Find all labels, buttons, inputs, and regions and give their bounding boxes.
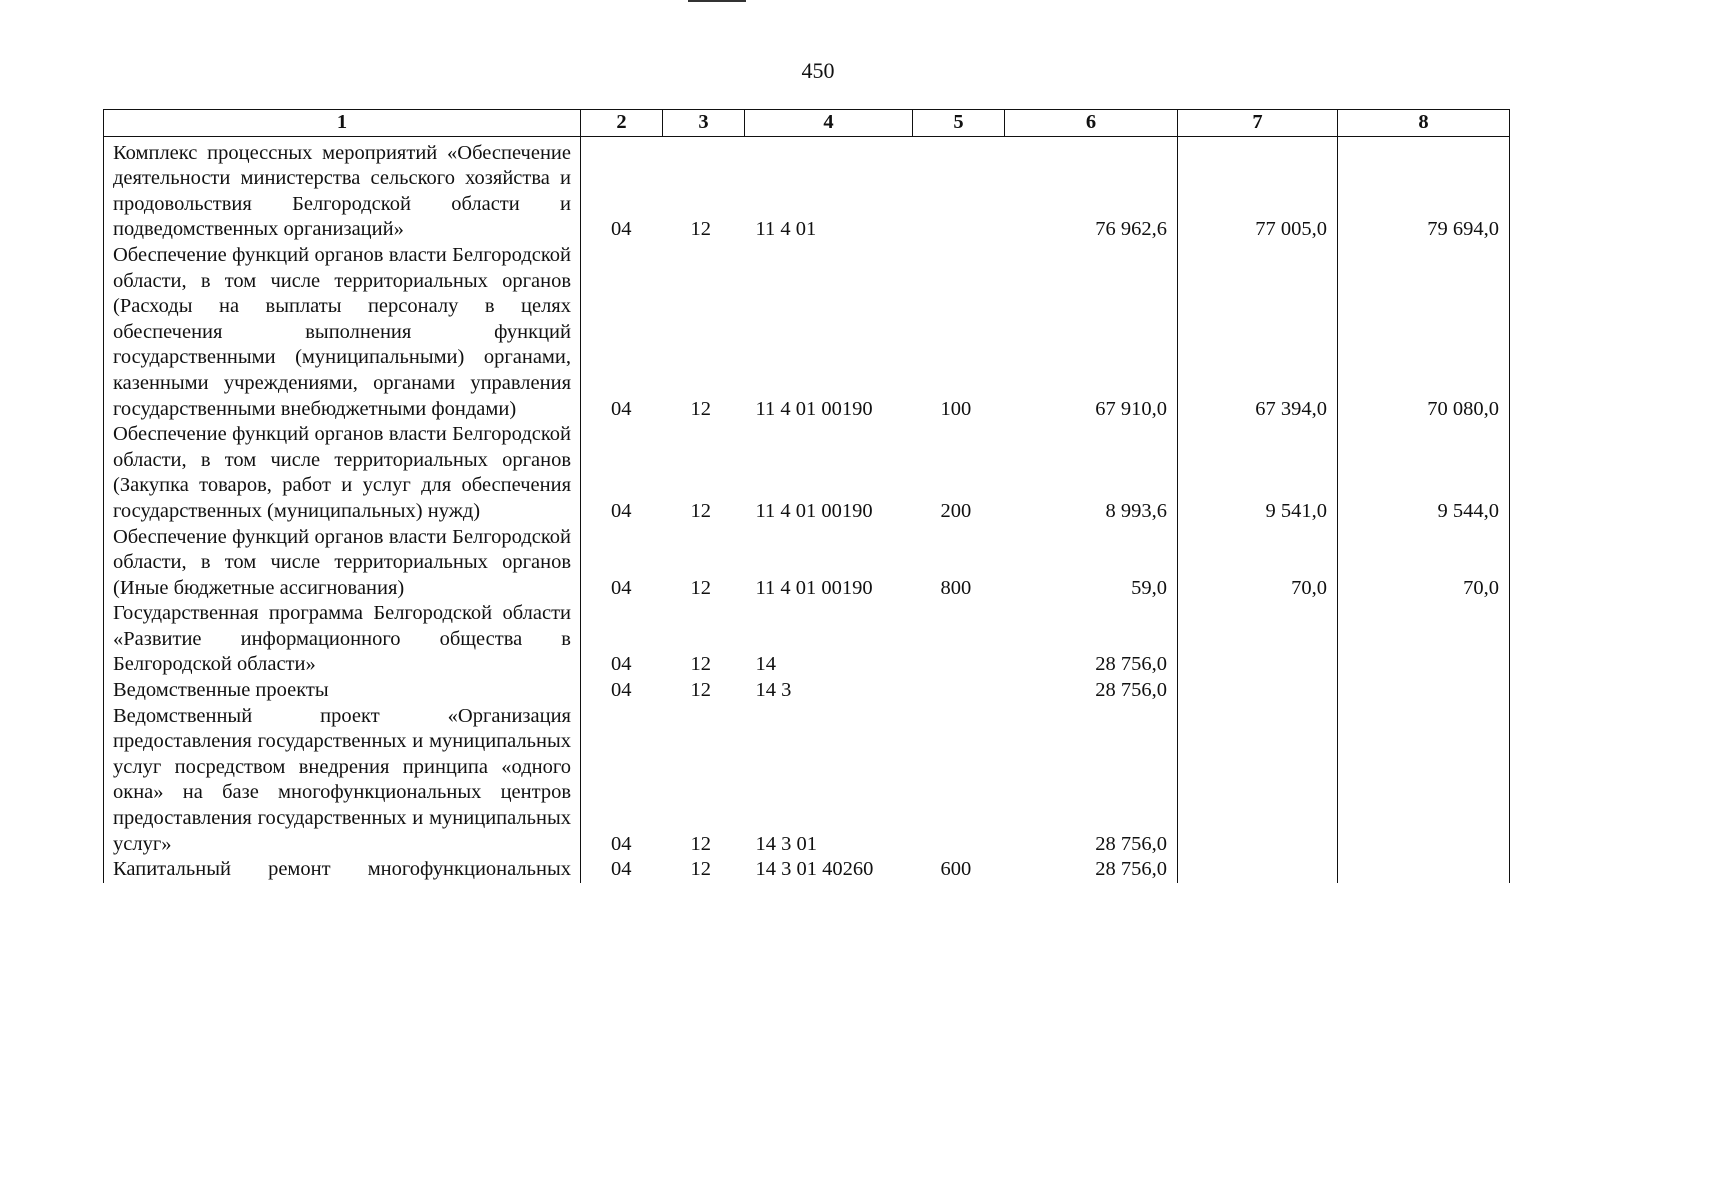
- row-description: Ведомственный проект «Организация предоставления государственных и муниципальных услуг посредством внедрения принципа «одного окна» на базе многофункциональных центров предоставления государственных и муниципальных услуг»: [104, 704, 581, 858]
- row-amount-6: 28 756,0: [1095, 832, 1167, 855]
- header-col-7: 7: [1178, 110, 1338, 137]
- header-col-8: 8: [1338, 110, 1510, 137]
- table-row: [104, 857, 1510, 883]
- row-amount-6: 8 993,6: [1105, 499, 1167, 522]
- row-amount-6: 59,0: [1131, 576, 1167, 599]
- table-row: [104, 422, 1510, 524]
- row-amount-8: [1338, 678, 1510, 704]
- row-target-article: 14 3 01: [755, 832, 817, 855]
- row-expense-type: [913, 704, 1005, 858]
- row-expense-type: [913, 601, 1005, 678]
- row-section: 04: [581, 678, 663, 704]
- table-row: [104, 601, 1510, 678]
- row-description: Ведомственные проекты: [104, 678, 581, 704]
- row-target-article: 14 3: [755, 679, 792, 702]
- row-subsection: 12: [690, 679, 711, 702]
- row-amount-8: 70 080,0: [1338, 243, 1510, 422]
- row-subsection: 12: [690, 397, 711, 420]
- row-section: 04: [581, 243, 663, 422]
- row-section: 04: [581, 857, 663, 883]
- row-expense-type: 100: [940, 397, 972, 420]
- header-col-6: 6: [1005, 110, 1178, 137]
- row-subsection: 12: [690, 858, 711, 881]
- budget-table: [103, 109, 1510, 883]
- top-edge-mark: [688, 0, 746, 2]
- row-amount-6: 28 756,0: [1095, 653, 1167, 676]
- row-amount-6: 28 756,0: [1095, 858, 1167, 881]
- row-target-article: 11 4 01 00190: [755, 397, 873, 420]
- row-target-article: 14 3 01 40260: [755, 858, 874, 881]
- row-expense-type: 600: [940, 858, 972, 881]
- table-row: [104, 704, 1510, 858]
- header-col-4: 4: [745, 110, 913, 137]
- row-amount-6: 28 756,0: [1095, 679, 1167, 702]
- row-amount-8: [1338, 704, 1510, 858]
- table-row: [104, 136, 1510, 243]
- row-section: 04: [581, 525, 663, 602]
- row-expense-type: [913, 136, 1005, 243]
- row-description: Комплекс процессных мероприятий «Обеспечение деятельности министерства сельского хозяйства и продовольствия Белгородской области и подведомственных организаций»: [104, 136, 581, 243]
- header-col-3: 3: [663, 110, 745, 137]
- row-target-article: 11 4 01 00190: [755, 499, 873, 522]
- row-amount-7: [1178, 704, 1338, 858]
- row-amount-7: [1178, 678, 1338, 704]
- row-description: Обеспечение функций органов власти Белгородской области, в том числе территориальных органов (Расходы на выплаты персоналу в целях обеспечения выполнения функций государственными (муниципальными) органами, казенными учреждениями, органами управления государственными внебюджетными фондами): [104, 243, 581, 422]
- row-amount-7: 77 005,0: [1178, 136, 1338, 243]
- row-section: 04: [581, 422, 663, 524]
- row-target-article: 11 4 01 00190: [755, 576, 873, 599]
- row-subsection: 12: [690, 653, 711, 676]
- row-section: 04: [581, 601, 663, 678]
- row-target-article: 11 4 01: [755, 218, 817, 241]
- row-amount-7: 9 541,0: [1178, 422, 1338, 524]
- header-row: [104, 110, 1510, 137]
- row-amount-8: 9 544,0: [1338, 422, 1510, 524]
- row-amount-7: 70,0: [1178, 525, 1338, 602]
- row-description: Обеспечение функций органов власти Белгородской области, в том числе территориальных органов (Закупка товаров, работ и услуг для обеспечения государственных (муниципальных) нужд): [104, 422, 581, 524]
- row-subsection: 12: [690, 832, 711, 855]
- row-amount-7: [1178, 857, 1338, 883]
- row-subsection: 12: [690, 576, 711, 599]
- row-description: Государственная программа Белгородской области «Развитие информационного общества в Белгородской области»: [104, 601, 581, 678]
- row-amount-7: 67 394,0: [1178, 243, 1338, 422]
- header-col-1: 1: [104, 110, 581, 137]
- row-description: Обеспечение функций органов власти Белгородской области, в том числе территориальных органов (Иные бюджетные ассигнования): [104, 525, 581, 602]
- row-expense-type: 200: [940, 499, 972, 522]
- row-amount-8: 79 694,0: [1338, 136, 1510, 243]
- row-section: 04: [581, 136, 663, 243]
- table-row: [104, 243, 1510, 422]
- row-section: 04: [581, 704, 663, 858]
- row-amount-6: 67 910,0: [1095, 397, 1167, 420]
- row-subsection: 12: [690, 218, 711, 241]
- row-expense-type: [913, 678, 1005, 704]
- row-expense-type: 800: [940, 576, 972, 599]
- page-number: 450: [801, 58, 835, 83]
- table-row: [104, 678, 1510, 704]
- table-row: [104, 525, 1510, 602]
- row-amount-6: 76 962,6: [1095, 218, 1167, 241]
- header-col-2: 2: [581, 110, 663, 137]
- row-description: Капитальный ремонт многофункциональных: [104, 857, 581, 883]
- row-target-article: 14: [755, 653, 776, 676]
- row-amount-8: [1338, 857, 1510, 883]
- row-amount-8: [1338, 601, 1510, 678]
- header-col-5: 5: [913, 110, 1005, 137]
- row-amount-7: [1178, 601, 1338, 678]
- row-amount-8: 70,0: [1338, 525, 1510, 602]
- row-subsection: 12: [690, 499, 711, 522]
